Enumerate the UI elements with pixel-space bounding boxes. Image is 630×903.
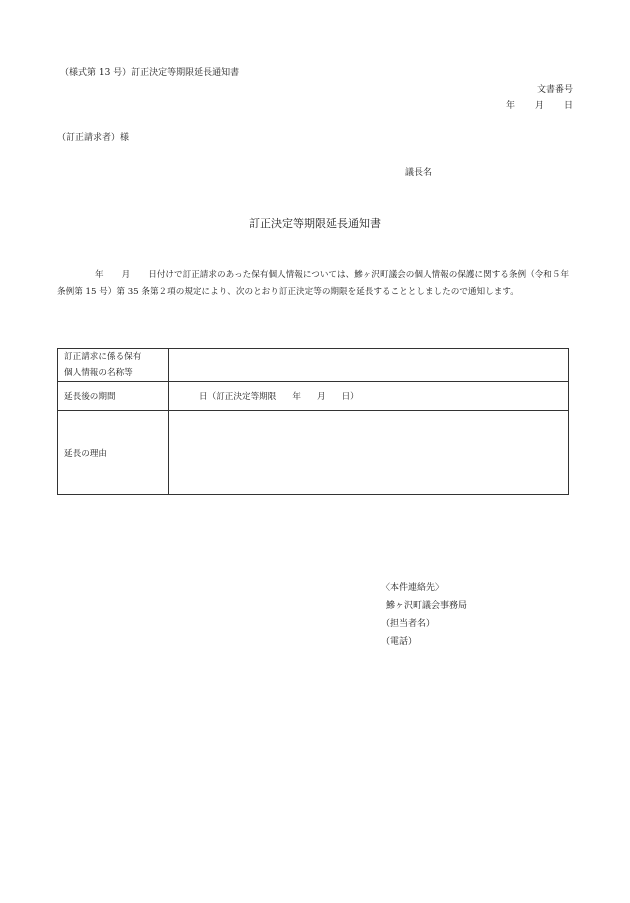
row-label-extended-period: 延長後の期間 (58, 382, 169, 411)
row-label-reason: 延長の理由 (58, 411, 169, 495)
contact-block (381, 579, 467, 651)
form-number-label: （様式第 13 号）訂正決定等期限延長通知書 (60, 68, 240, 78)
date-month: 月 (534, 101, 544, 111)
contact-phone: （電話） (381, 637, 418, 647)
extended-period-value: 日（訂正決定等期限 年 月 日） (169, 382, 569, 411)
contact-office: 鰺ヶ沢町議会事務局 (386, 601, 468, 611)
table-row (58, 349, 569, 382)
date-year: 年 (505, 101, 515, 111)
body-paragraph (57, 267, 577, 301)
contact-person: （担当者名） (381, 619, 436, 629)
row-label-info-name: 訂正請求に係る保有 個人情報の名称等 (58, 349, 169, 382)
contact-heading: 〈本件連絡先〉 (381, 583, 445, 593)
body-month: 月 (121, 270, 131, 280)
table-row (58, 382, 569, 411)
issue-date (506, 98, 573, 111)
body-text: 日付けで訂正請求のあった保有個人情報については、鰺ヶ沢町議会の個人情報の保護に関する条例（令和５年条例第 15 号）第 35 条第２項の規定により、次のとおり訂正決定等の期限を延長することとしましたので通知します。 (57, 270, 570, 297)
recipient-name: （訂正請求者）様 (57, 133, 130, 143)
extension-details-table (57, 348, 569, 495)
chairman-name: 議長名 (405, 168, 433, 178)
body-year: 年 (95, 270, 104, 280)
table-row (58, 411, 569, 495)
reason-value (169, 411, 569, 495)
date-day: 日 (563, 101, 573, 111)
info-name-value (169, 349, 569, 382)
document-title: 訂正決定等期限延長通知書 (249, 217, 381, 230)
document-number-label: 文書番号 (536, 85, 573, 95)
